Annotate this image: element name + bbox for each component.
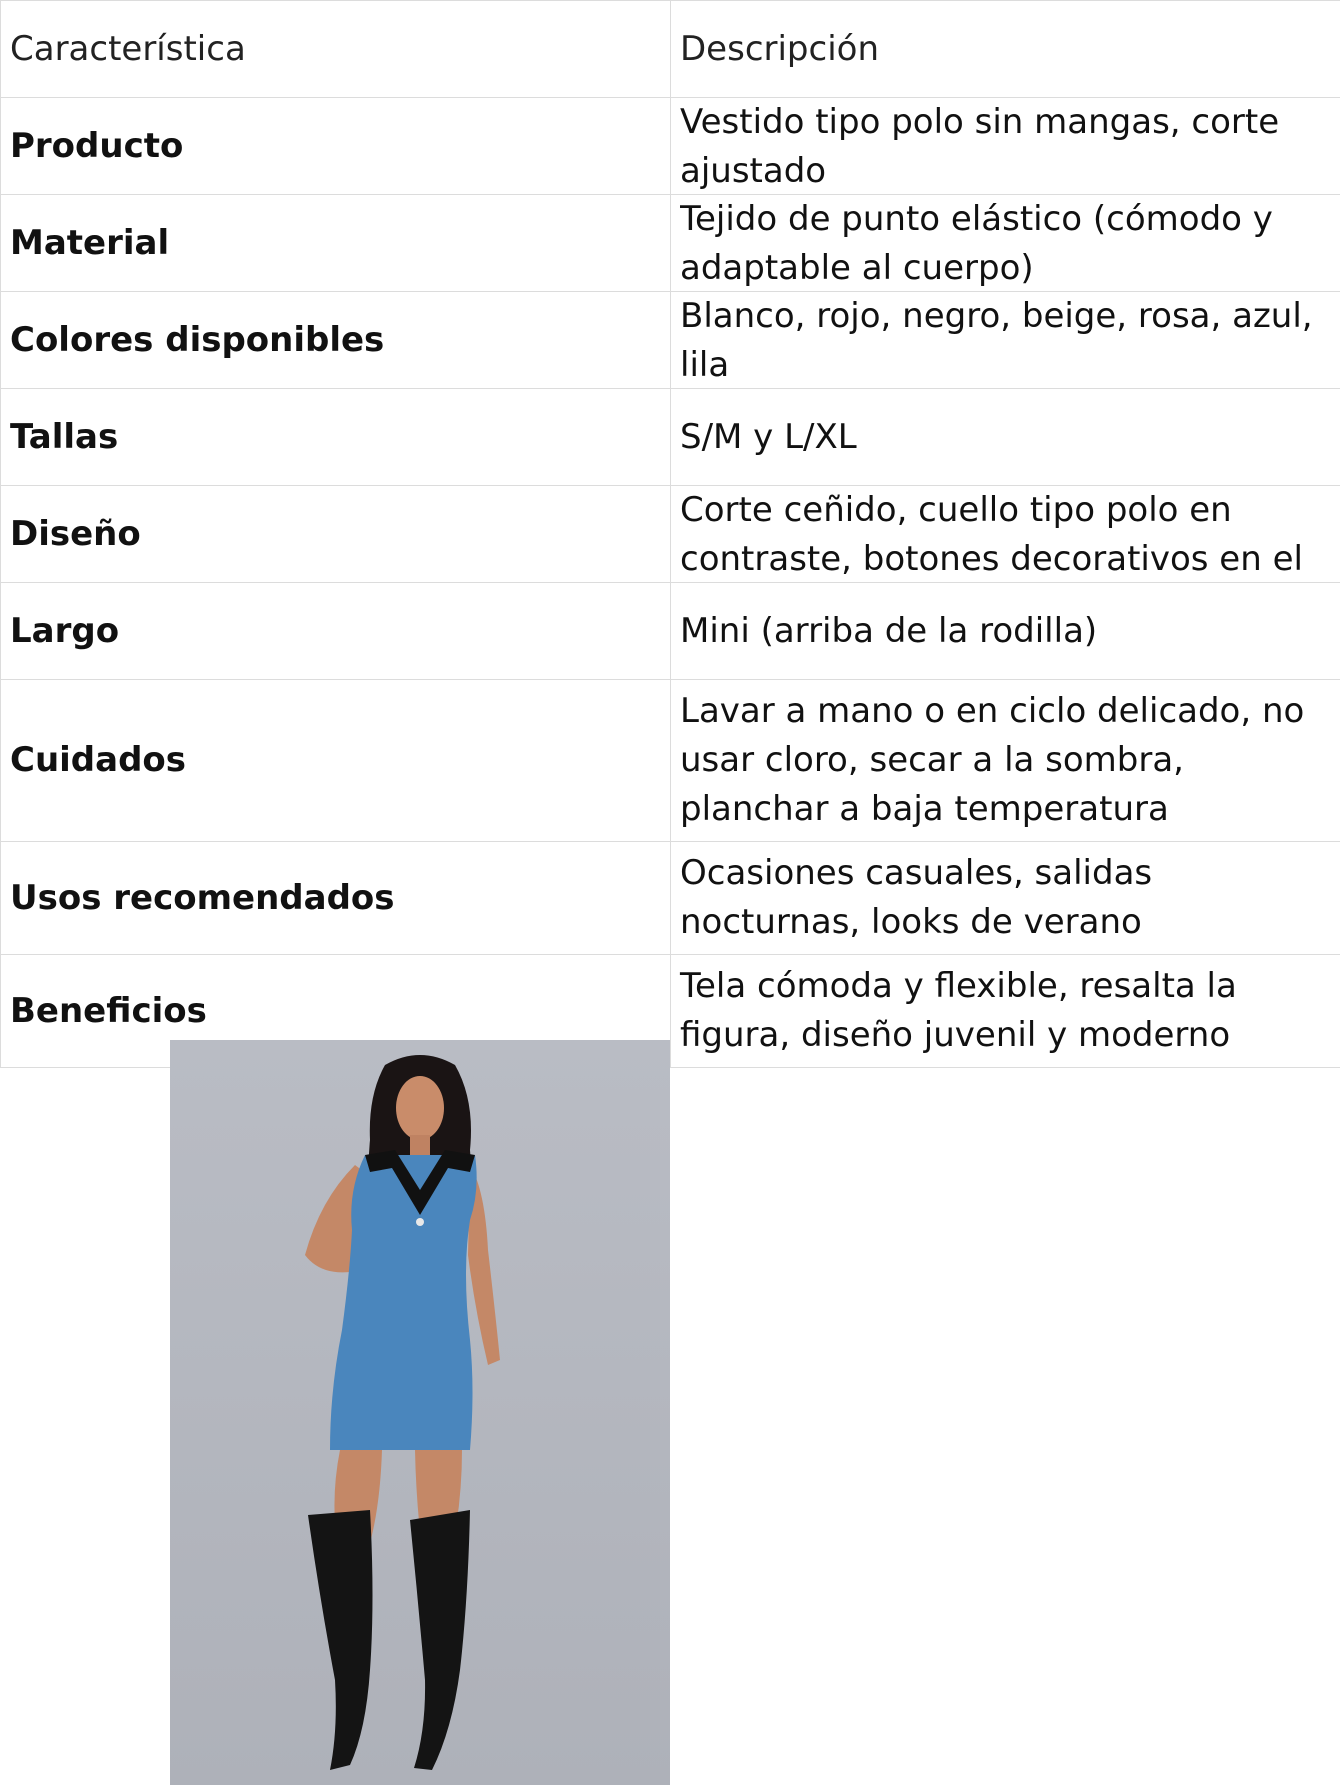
table-row <box>1 680 1340 842</box>
table-row <box>1 583 1340 680</box>
table-row <box>1 486 1340 583</box>
row-key: Usos recomendados <box>1 842 671 955</box>
row-value <box>671 98 1340 195</box>
row-key: Producto <box>1 98 671 195</box>
row-key: Colores disponibles <box>1 292 671 389</box>
row-key: Tallas <box>1 389 671 486</box>
table-row <box>1 389 1340 486</box>
row-key: Cuidados <box>1 680 671 842</box>
button-icon <box>416 1218 424 1226</box>
table-row <box>1 842 1340 955</box>
row-value: Tela cómoda y flexible, resalta la figura, diseño juvenil y moderno <box>671 955 1340 1068</box>
row-key: Diseño <box>1 486 671 583</box>
row-value-text: Vestido tipo polo sin mangas, corte ajustado <box>680 102 1280 191</box>
row-value-text: Corte ceñido, cuello tipo polo en contraste, botones decorativos en el <box>680 490 1303 579</box>
row-value <box>671 195 1340 292</box>
row-key: Beneficios <box>1 955 671 1068</box>
row-value: S/M y L/XL <box>671 389 1340 486</box>
header-description: Descripción <box>671 1 1340 98</box>
table-row <box>1 195 1340 292</box>
row-value: Lavar a mano o en ciclo delicado, no usar cloro, secar a la sombra, planchar a baja temperatura <box>671 680 1340 842</box>
row-value <box>671 292 1340 389</box>
row-value-text: Blanco, rojo, negro, beige, rosa, azul, lila <box>680 296 1313 385</box>
header-feature: Característica <box>1 1 671 98</box>
row-value-text: Tejido de punto elástico (cómodo y adaptable al cuerpo) <box>680 199 1273 288</box>
face <box>396 1076 444 1140</box>
table-row <box>1 98 1340 195</box>
model-illustration <box>170 1040 670 1785</box>
row-value: Mini (arriba de la rodilla) <box>671 583 1340 680</box>
row-value <box>671 486 1340 583</box>
row-key: Material <box>1 195 671 292</box>
header-row <box>1 1 1340 98</box>
table-row <box>1 292 1340 389</box>
product-photo <box>170 1040 670 1785</box>
row-value: Ocasiones casuales, salidas nocturnas, looks de verano <box>671 842 1340 955</box>
row-key: Largo <box>1 583 671 680</box>
